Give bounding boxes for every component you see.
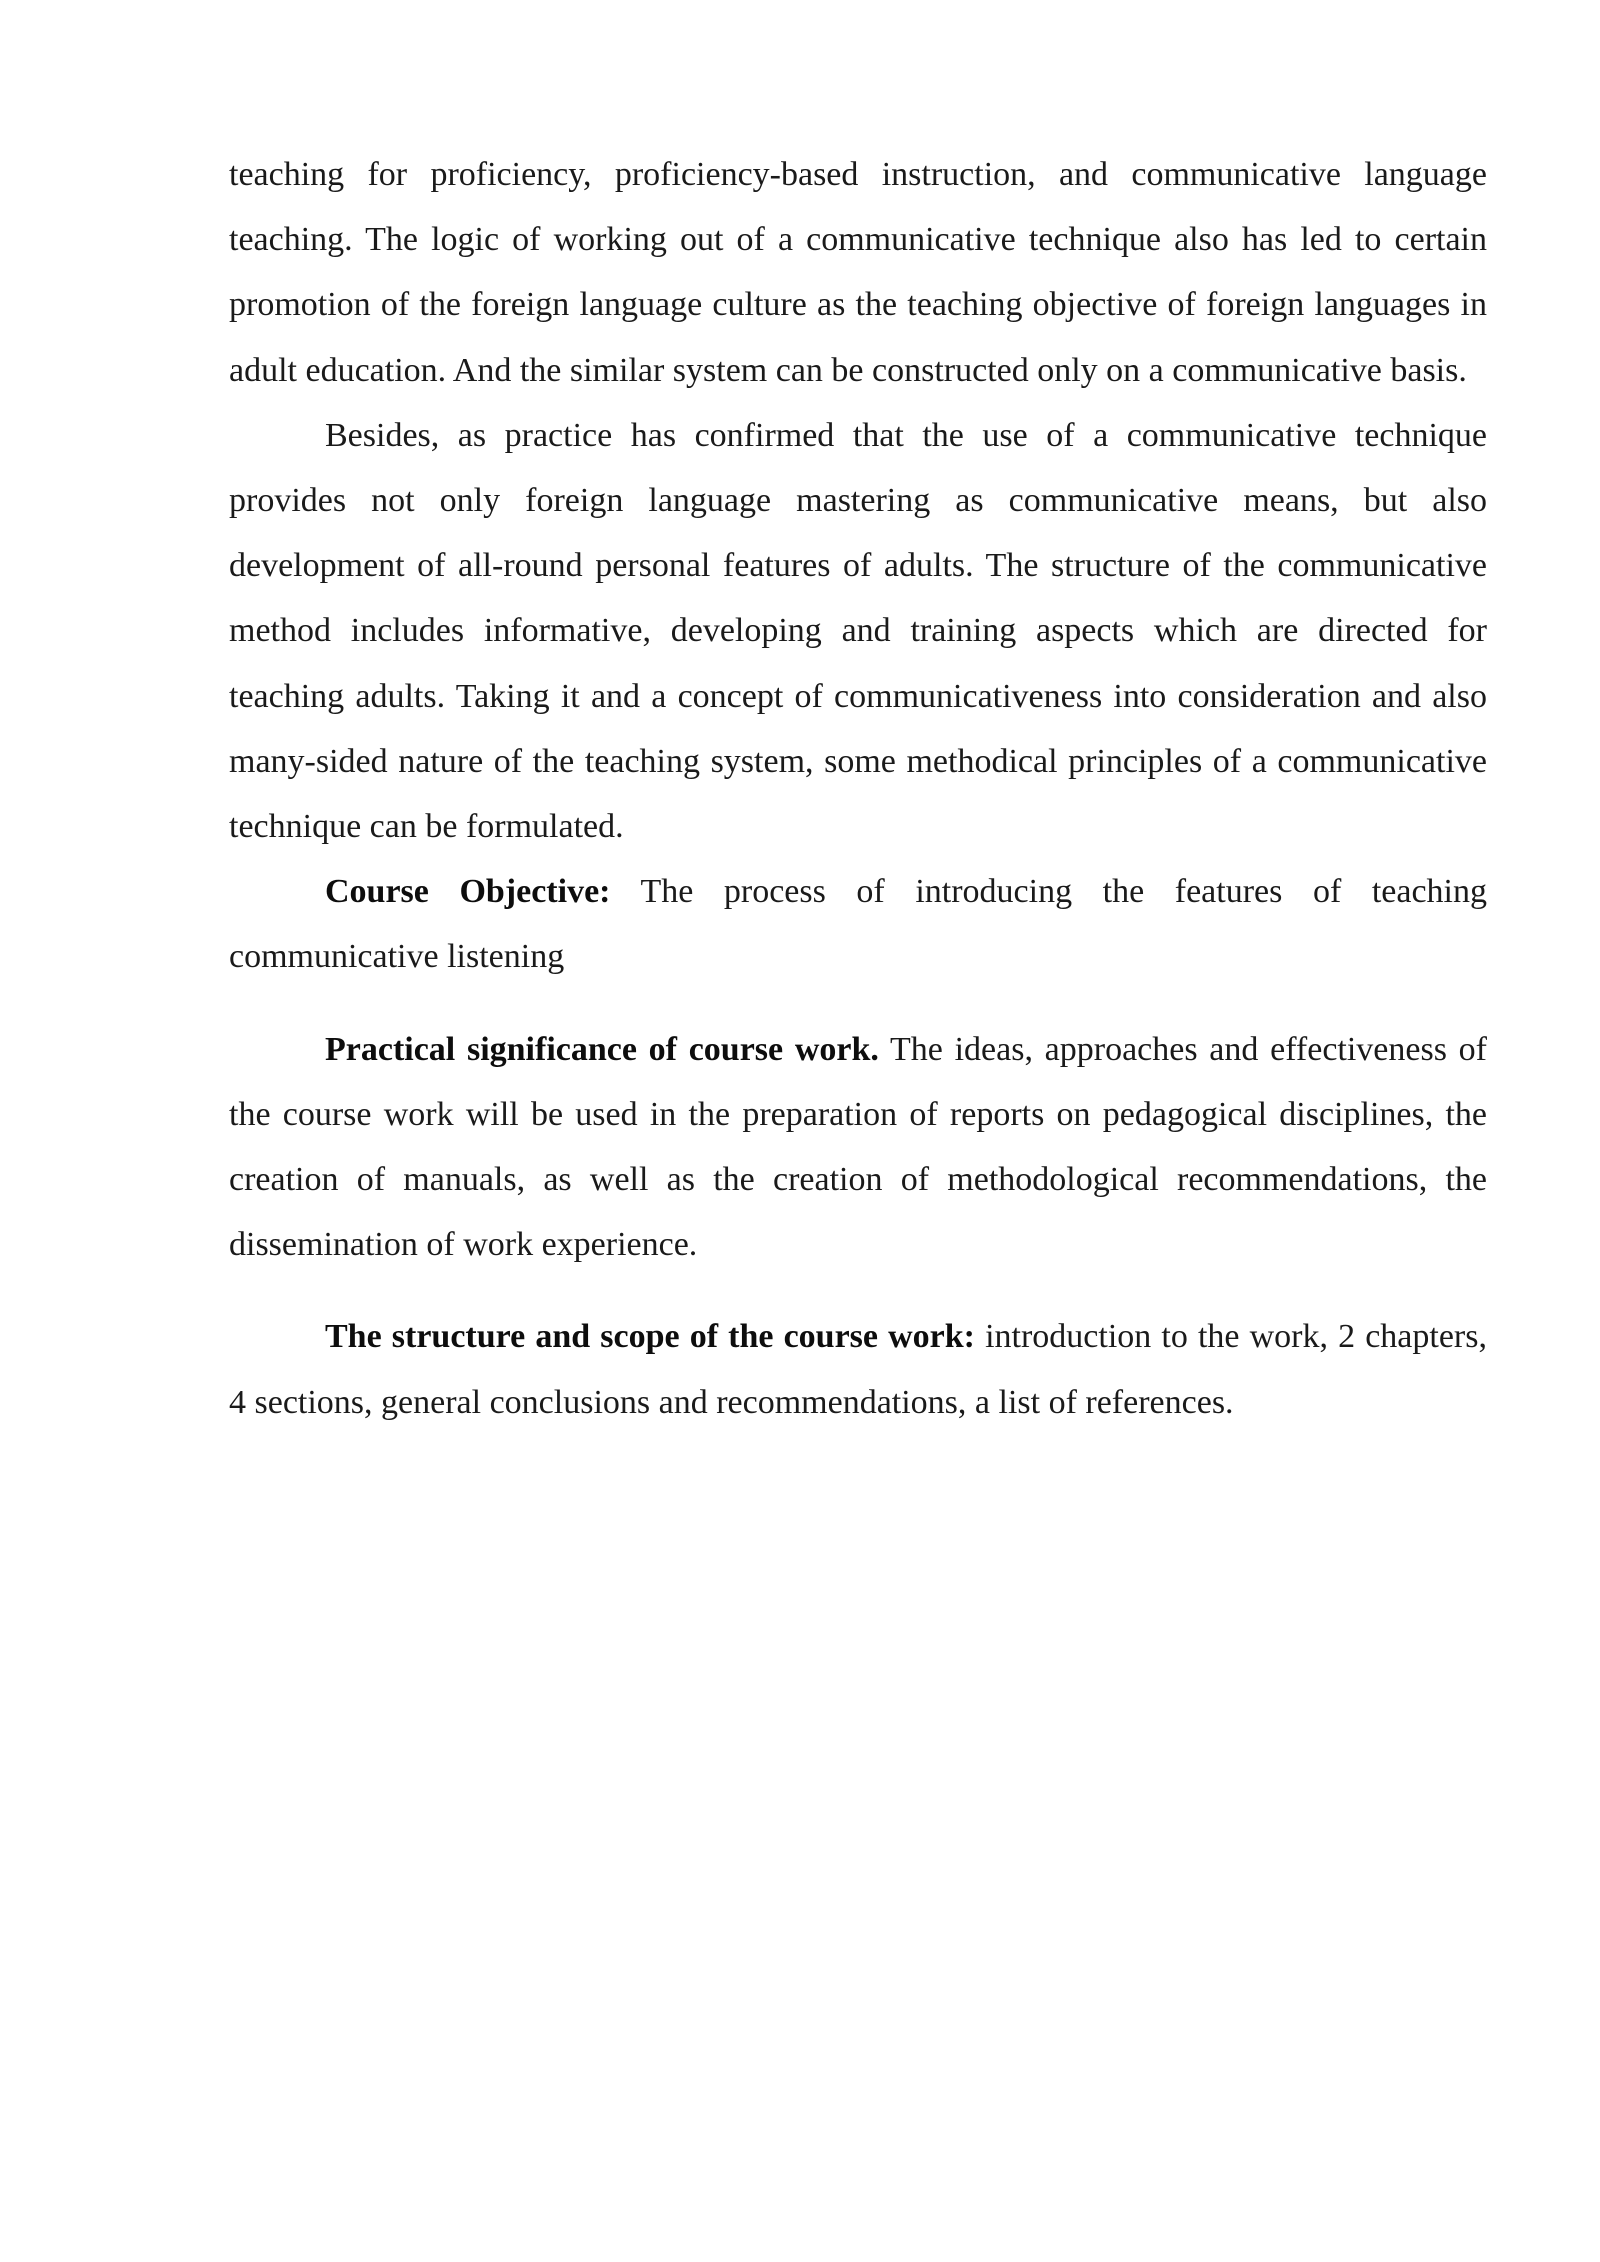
- paragraph-structure-scope: [229, 1304, 1487, 1434]
- paragraph-intro-continuation: teaching for proficiency, proficiency-based instruction, and communicative language teaching. The logic of working out of a communicative technique also has led to certain promotion of the foreign language culture as the teaching objective of foreign languages in adult education. And the similar system can be constructed only on a communicative basis.: [229, 156, 1487, 389]
- document-body: [229, 142, 1487, 1435]
- structure-scope-label: The structure and scope of the course work:: [325, 1318, 975, 1356]
- course-objective-label: Course Objective:: [325, 873, 611, 911]
- structure-scope-text: introduction to the work, 2 chapters, 4 sections, general conclusions and recommendations, a list of references.: [229, 1318, 1487, 1421]
- paragraph-communicative-technique: Besides, as practice has confirmed that the use of a communicative technique provides not only foreign language mastering as communicative means, but also development of all-round personal features of adults. The structure of the communicative method includes informative, developing and training aspects which are directed for teaching adults. Taking it and a concept of communicativeness into consideration and also many-sided nature of the teaching system, some methodical principles of a communicative technique can be formulated.: [229, 416, 1487, 846]
- paragraph-practical-significance: [229, 1017, 1487, 1278]
- paragraph-course-objective: [229, 859, 1487, 989]
- practical-significance-label: Practical significance of course work.: [325, 1030, 879, 1068]
- course-objective-text: The process of introducing the features of teaching communicative listening: [229, 873, 1488, 976]
- practical-significance-text: The ideas, approaches and effectiveness of the course work will be used in the preparation of reports on pedagogical disciplines, the creation of manuals, as well as the creation of methodological recommendations, the dissemination of work experience.: [229, 1030, 1487, 1264]
